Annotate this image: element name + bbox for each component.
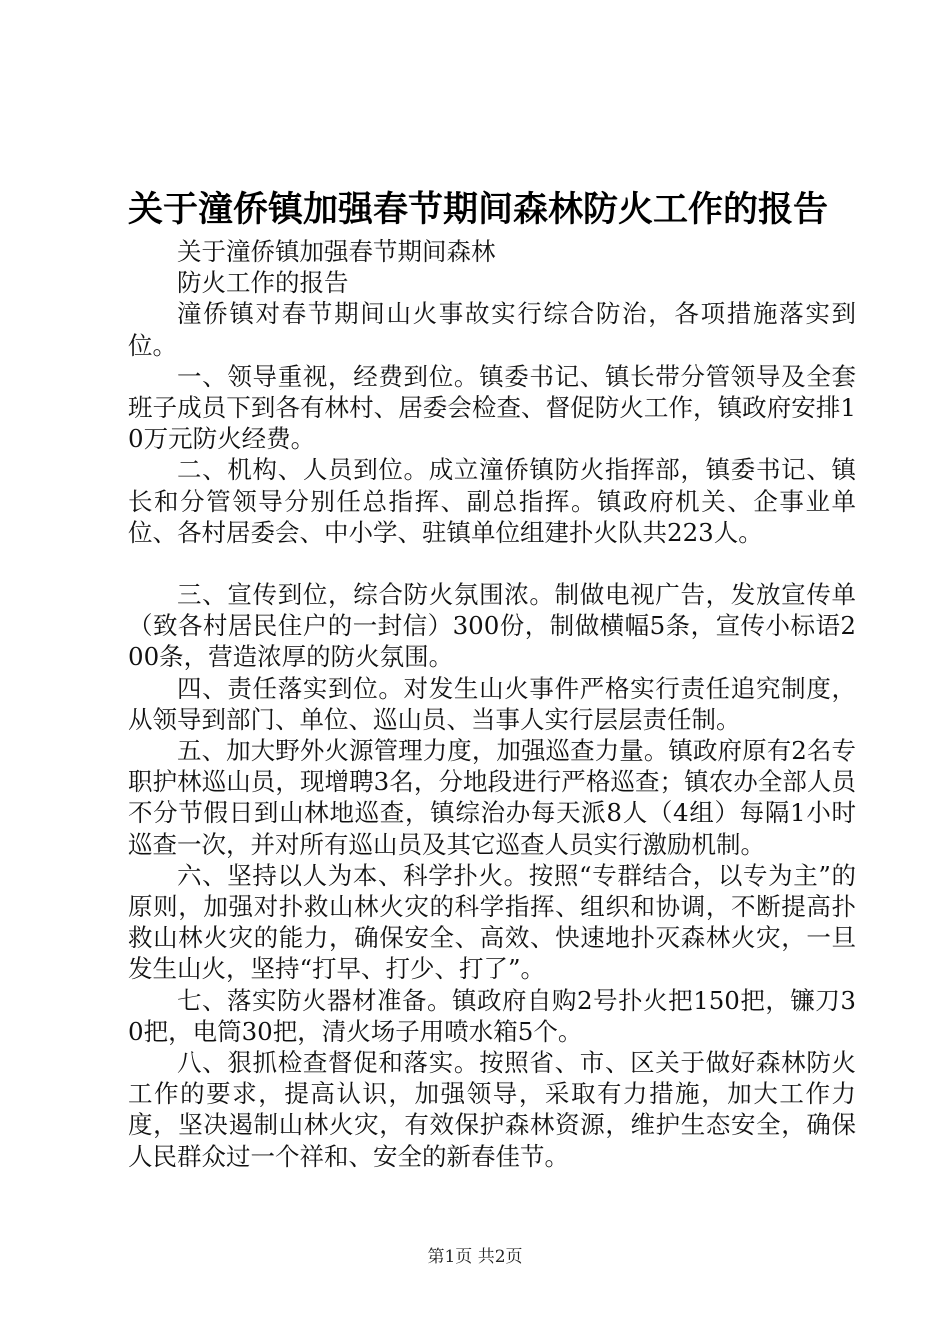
paragraph-5: 五、加大野外火源管理力度，加强巡查力量。镇政府原有2名专职护林巡山员，现增聘3名，分地段进行严格巡查；镇农办全部人员不分节假日到山林地巡查，镇综治办每天派8人（4组）每隔1小时巡查一次，并对所有巡山员及其它巡查人员实行激励机制。 <box>128 736 856 859</box>
paragraph-7: 七、落实防火器材准备。镇政府自购2号扑火把150把，镰刀30把，电筒30把，清火场子用喷水箱5个。 <box>128 985 856 1046</box>
paragraph-3: 三、宣传到位，综合防火氛围浓。制做电视广告，发放宣传单（致各村居民住户的一封信）300份，制做横幅5条，宣传小标语200条，营造浓厚的防火氛围。 <box>128 580 856 672</box>
document-body <box>128 236 856 1172</box>
page-footer: 第1页 共2页 <box>427 1247 523 1267</box>
subtitle-line-2: 防火工作的报告 <box>177 268 349 298</box>
document-title: 关于潼侨镇加强春节期间森林防火工作的报告 <box>128 189 829 230</box>
paragraph-4: 四、责任落实到位。对发生山火事件严格实行责任追究制度，从领导到部门、单位、巡山员、当事人实行层层责任制。 <box>128 673 856 734</box>
paragraph-intro: 潼侨镇对春节期间山火事故实行综合防治，各项措施落实到位。 <box>128 299 856 360</box>
paragraph-1: 一、领导重视，经费到位。镇委书记、镇长带分管领导及全套班子成员下到各有林村、居委会检查、督促防火工作，镇政府安排10万元防火经费。 <box>128 361 856 454</box>
paragraph-2: 二、机构、人员到位。成立潼侨镇防火指挥部，镇委书记、镇长和分管领导分别任总指挥、副总指挥。镇政府机关、企事业单位、各村居委会、中小学、驻镇单位组建扑火队共223人。 <box>128 455 856 547</box>
paragraph-6: 六、坚持以人为本、科学扑火。按照“专群结合，以专为主”的原则，加强对扑救山林火灾的科学指挥、组织和协调，不断提高扑救山林火灾的能力，确保安全、高效、快速地扑灭森林火灾，一旦发生山火，坚持“打早、打少、打了”。 <box>128 860 856 984</box>
subtitle-line-1: 关于潼侨镇加强春节期间森林 <box>177 237 496 266</box>
paragraph-8: 八、狠抓检查督促和落实。按照省、市、区关于做好森林防火工作的要求，提高认识，加强领导，采取有力措施，加大工作力度，坚决遏制山林火灾，有效保护森林资源，维护生态安全，确保人民群众过一个祥和、安全的新春佳节。 <box>128 1048 856 1171</box>
